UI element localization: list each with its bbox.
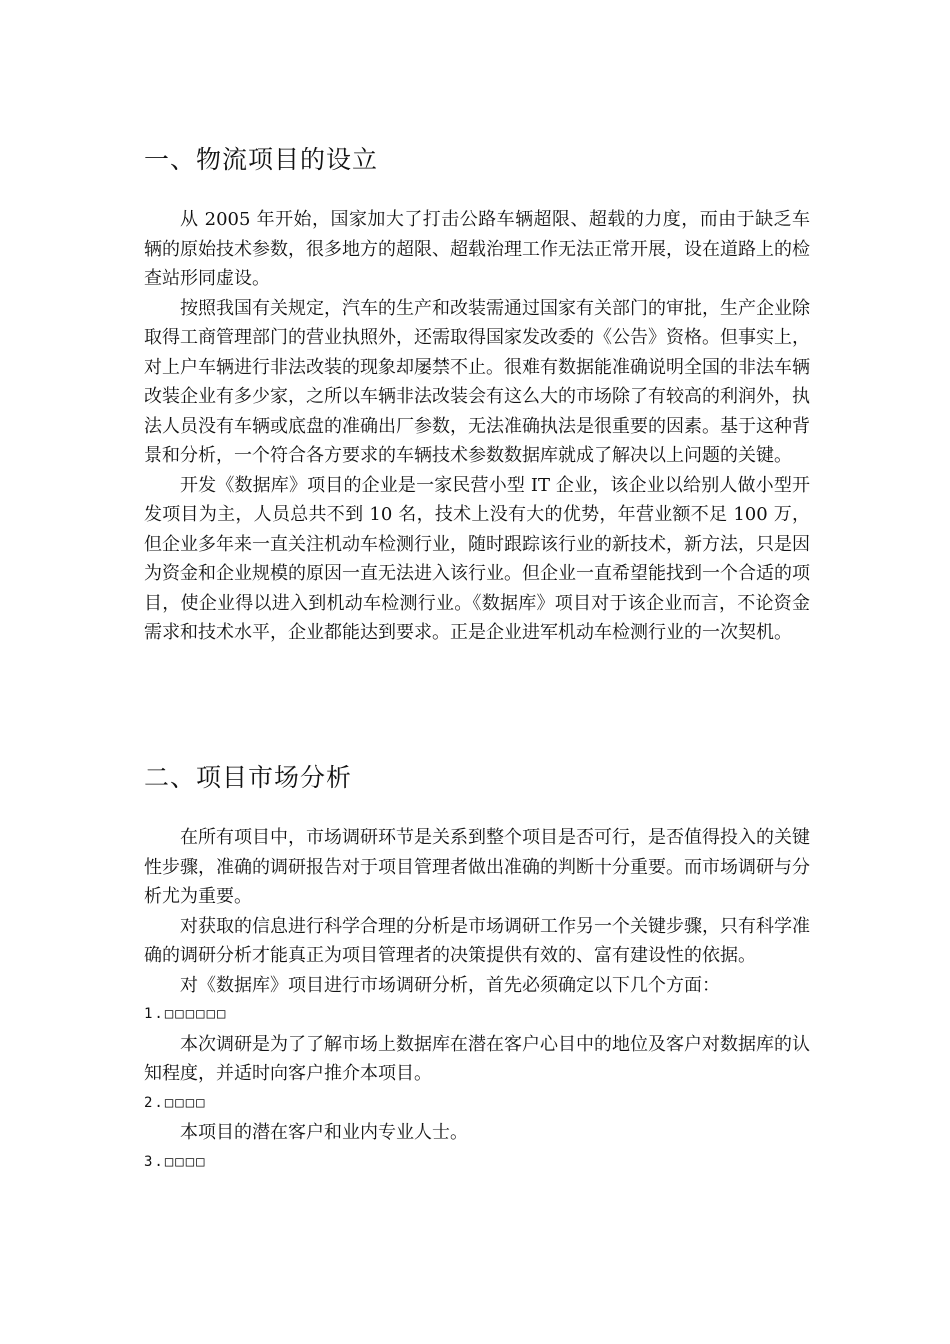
paragraph: 从 2005 年开始，国家加大了打击公路车辆超限、超载的力度，而由于缺乏车辆的原始技术参数，很多地方的超限、超载治理工作无法正常开展，设在道路上的检查站形同虚设。 <box>144 209 810 289</box>
section-1-body <box>144 205 810 648</box>
item-title-3: 3.□□□□ <box>144 1153 207 1170</box>
document-page <box>144 0 810 1344</box>
item-text-2: 本项目的潜在客户和业内专业人士。 <box>180 1122 468 1143</box>
paragraph: 对《数据库》项目进行市场调研分析，首先必须确定以下几个方面： <box>180 974 720 996</box>
section-heading-1: 一、物流项目的设立 <box>144 145 379 174</box>
item-title-2: 2.□□□□ <box>144 1094 207 1111</box>
paragraph: 开发《数据库》项目的企业是一家民营小型 IT 企业，该企业以给别人做小型开发项目为主，人员总共不到 10 名，技术上没有大的优势，年营业额不足 100 万，但企业多年来一直关注机动车检测行业，随时跟踪该行业的新技术，新方法，只是因为资金和企业规模的原因一直无法进入该行业。但企业一直希望能找到一个合适的项目，使企业得以进入到机动车检测行业。《数据库》项目对于该企业而言，不论资金需求和技术水平，企业都能达到要求。正是企业进军机动车检测行业的一次契机。 <box>144 474 810 643</box>
item-text-1: 本次调研是为了了解市场上数据库在潜在客户心目中的地位及客户对数据库的认知程度，并适时向客户推介本项目。 <box>144 1033 810 1084</box>
item-title-1: 1.□□□□□□ <box>144 1006 228 1022</box>
section-2-body <box>144 823 810 1177</box>
section-heading-2: 二、项目市场分析 <box>144 763 353 792</box>
paragraph: 对获取的信息进行科学合理的分析是市场调研工作另一个关键步骤，只有科学准确的调研分析才能真正为项目管理者的决策提供有效的、富有建设性的依据。 <box>144 915 810 966</box>
paragraph: 按照我国有关规定，汽车的生产和改装需通过国家有关部门的审批，生产企业除取得工商管理部门的营业执照外，还需取得国家发改委的《公告》资格。但事实上，对上户车辆进行非法改装的现象却屡禁不止。很难有数据能准确说明全国的非法车辆改装企业有多少家，之所以车辆非法改装会有这么大的市场除了有较高的利润外，执法人员没有车辆或底盘的准确出厂参数，无法准确执法是很重要的因素。基于这种背景和分析，一个符合各方要求的车辆技术参数数据库就成了解决以上问题的关键。 <box>144 297 810 466</box>
paragraph: 在所有项目中，市场调研环节是关系到整个项目是否可行，是否值得投入的关键性步骤，准确的调研报告对于项目管理者做出准确的判断十分重要。而市场调研与分析尤为重要。 <box>144 827 810 907</box>
